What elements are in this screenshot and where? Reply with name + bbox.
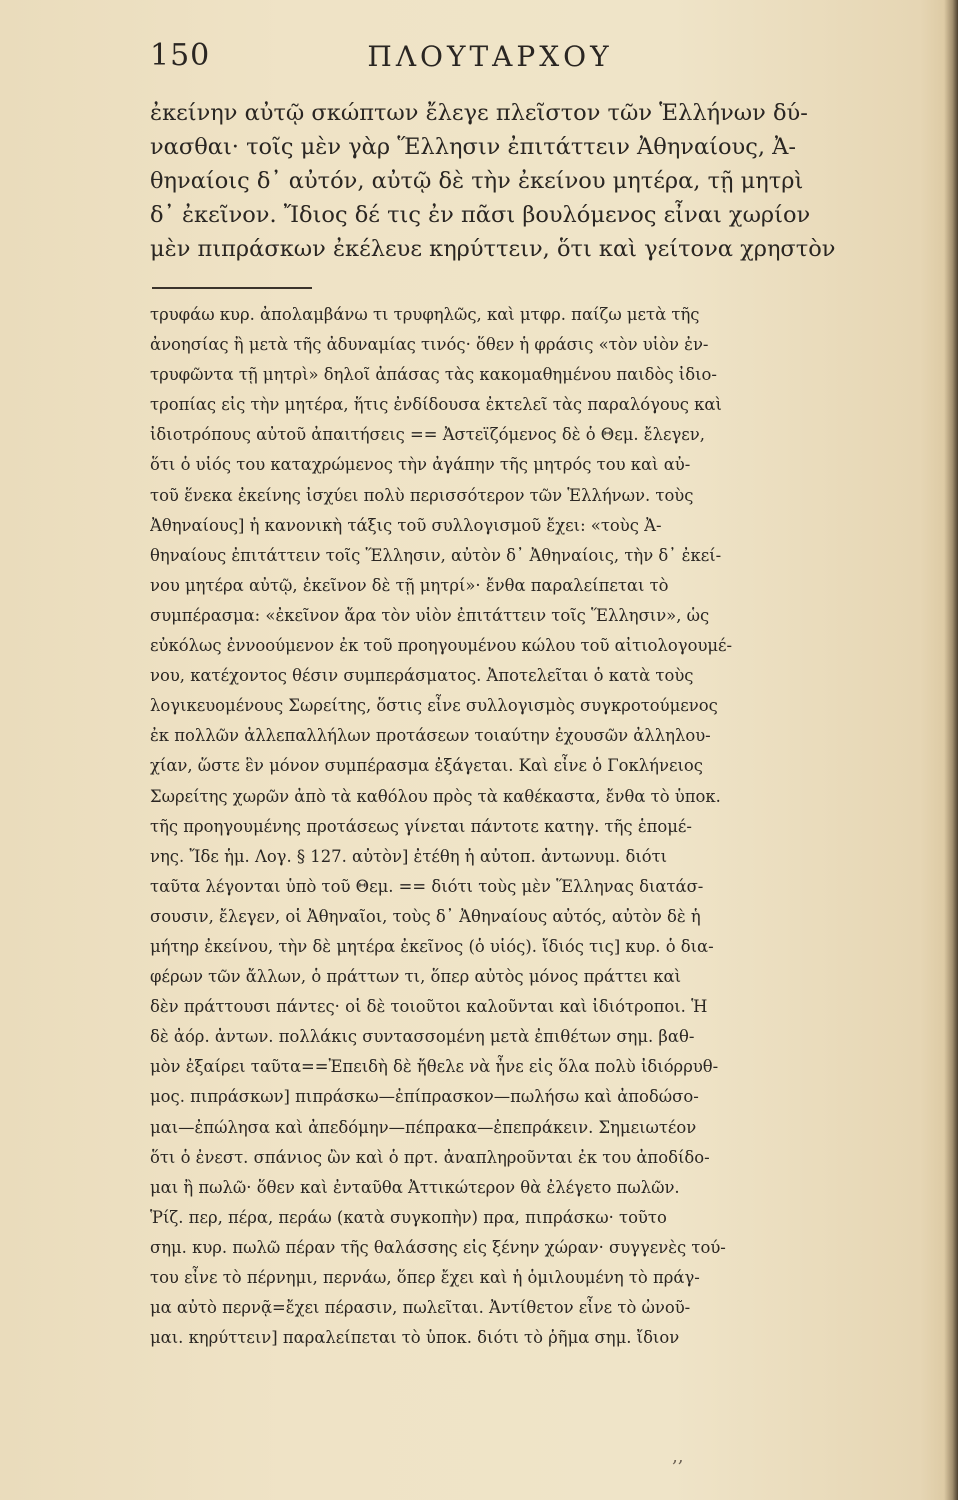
commentary-line: τρυφάω κυρ. ἀπολαμβάνω τι τρυφηλῶς, καὶ μτφρ. παίζω μετὰ τῆς [150, 305, 700, 324]
footnote-rule [152, 287, 312, 289]
commentary-line: τῆς προηγουμένης προτάσεως γίνεται πάντοτε κατηγ. τῆς ἑπομέ- [150, 816, 692, 836]
commentary [150, 300, 885, 1353]
main-text-line: ἐκείνην αὐτῷ σκώπτων ἔλεγε πλεῖστον τῶν Ἑλλήνων δύ- [150, 100, 808, 126]
commentary-line: ταῦτα λέγονται ὑπὸ τοῦ Θεμ. == διότι τοὺς μὲν Ἕλληνας διατάσ- [150, 876, 704, 896]
commentary-line: μαι ἢ πωλῶ· ὅθεν καὶ ἐνταῦθα Ἀττικώτερον θὰ ἐλέγετο πωλῶν. [150, 1177, 680, 1197]
commentary-line: λογικευομένους Σωρείτης, ὅστις εἶνε συλλογισμὸς συγκροτούμενος [150, 696, 718, 716]
running-head: ΠΛΟΥΤΑΡΧΟΥ [367, 40, 613, 73]
commentary-line: σημ. κυρ. πωλῶ πέραν τῆς θαλάσσης εἰς ξένην χώραν· συγγενὲς τού- [150, 1237, 726, 1257]
commentary-line: δὲ ἀόρ. ἀντων. πολλάκις συντασσομένη μετὰ ἐπιθέτων σημ. βαθ- [150, 1027, 695, 1047]
commentary-line: νου μητέρα αὐτῷ, ἐκεῖνον δὲ τῇ μητρί»· ἔνθα παραλείπεται τὸ [150, 575, 669, 595]
spine-shadow [944, 0, 958, 1500]
commentary-line: νης. Ἴδε ἡμ. Λογ. § 127. αὐτὸν] ἐτέθη ἡ αὐτοπ. ἀντωνυμ. διότι [150, 846, 668, 866]
commentary-line: ἀνοησίας ἢ μετὰ τῆς ἀδυναμίας τινός· ὅθεν ἡ φράσις «τὸν υἱὸν ἐν- [150, 335, 709, 355]
stray-mark: ‚‚ [672, 1446, 684, 1467]
commentary-line: εὐκόλως ἐννοούμενον ἐκ τοῦ προηγουμένου κώλου τοῦ αἰτιολογουμέ- [150, 636, 733, 656]
page-header [150, 38, 910, 86]
commentary-line: τροπίας εἰς τὴν μητέρα, ἥτις ἐνδίδουσα ἐκτελεῖ τὰς παραλόγους καὶ [150, 395, 722, 415]
main-text-line: δ᾽ ἐκεῖνον. Ἴδιος δέ τις ἐν πᾶσι βουλόμενος εἶναι χωρίον [150, 202, 811, 228]
commentary-line: ἐκ πολλῶν ἀλλεπαλλήλων προτάσεων τοιαύτην ἐχουσῶν ἀλληλου- [150, 726, 711, 746]
main-text [150, 96, 880, 266]
commentary-line: ἰδιοτρόπους αὐτοῦ ἀπαιτήσεις == Ἀστεϊζόμενος δὲ ὁ Θεμ. ἔλεγεν, [150, 425, 705, 445]
commentary-line: Ἀθηναίους] ἡ κανονικὴ τάξις τοῦ συλλογισμοῦ ἔχει: «τοὺς Ἀ- [150, 515, 662, 535]
commentary-line: χίαν, ὥστε ἓν μόνον συμπέρασμα ἐξάγεται. Καὶ εἶνε ὁ Γοκλήνειος [150, 756, 703, 776]
main-text-line: νασθαι· τοῖς μὲν γὰρ Ἕλλησιν ἐπιτάττειν Ἀθηναίους, Ἀ- [150, 134, 796, 160]
commentary-line: Ῥίζ. περ, πέρα, περάω (κατὰ συγκοπὴν) πρα, πιπράσκω· τοῦτο [150, 1207, 667, 1227]
commentary-line: μαι—ἐπώλησα καὶ ἀπεδόμην—πέπρακα—ἐπεπράκειν. Σημειωτέον [150, 1117, 697, 1137]
commentary-line: θηναίους ἐπιτάττειν τοῖς Ἕλλησιν, αὐτὸν δ᾽ Ἀθηναίοις, τὴν δ᾽ ἐκεί- [150, 545, 722, 565]
commentary-line: συμπέρασμα: «ἐκεῖνον ἄρα τὸν υἱὸν ἐπιτάττειν τοῖς Ἕλλησιν», ὡς [150, 605, 710, 625]
commentary-line: μος. πιπράσκων] πιπράσκω—ἐπίπρασκον—πωλήσω καὶ ἀποδώσο- [150, 1087, 699, 1107]
commentary-line: τρυφῶντα τῇ μητρὶ» δηλοῖ ἀπάσας τὰς κακομαθημένου παιδὸς ἰδιο- [150, 365, 717, 385]
main-text-line: μὲν πιπράσκων ἐκέλευε κηρύττειν, ὅτι καὶ γείτονα χρηστὸν [150, 236, 836, 262]
commentary-line: ὅτι ὁ ἐνεστ. σπάνιος ὢν καὶ ὁ πρτ. ἀναπληροῦνται ἐκ του ἀποδίδο- [150, 1147, 710, 1167]
commentary-line: μὸν ἐξαίρει ταῦτα==Ἐπειδὴ δὲ ἤθελε νὰ ἦνε εἰς ὅλα πολὺ ἰδιόρρυθ- [150, 1057, 719, 1077]
commentary-line: του εἶνε τὸ πέρνημι, περνάω, ὅπερ ἔχει καὶ ἡ ὁμιλουμένη τὸ πράγ- [150, 1268, 700, 1287]
commentary-line: μαι. κηρύττειν] παραλείπεται τὸ ὑποκ. διότι τὸ ῥῆμα σημ. ἴδιον [150, 1328, 680, 1348]
commentary-line: μήτηρ ἐκείνου, τὴν δὲ μητέρα ἐκεῖνος (ὁ υἱός). ἴδιός τις] κυρ. ὁ δια- [150, 936, 714, 956]
commentary-line: νου, κατέχοντος θέσιν συμπεράσματος. Ἀποτελεῖται ὁ κατὰ τοὺς [150, 666, 694, 686]
commentary-line: ὅτι ὁ υἱός του καταχρώμενος τὴν ἀγάπην τῆς μητρός του καὶ αὐ- [150, 455, 691, 475]
page-number: 150 [150, 38, 211, 73]
commentary-line: μα αὐτὸ περνᾷ=ἔχει πέρασιν, πωλεῖται. Ἀντίθετον εἶνε τὸ ὠνοῦ- [150, 1298, 691, 1318]
main-text-line: θηναίοις δ᾽ αὐτόν, αὐτῷ δὲ τὴν ἐκείνου μητέρα, τῇ μητρὶ [150, 168, 804, 194]
commentary-line: Σωρείτης χωρῶν ἀπὸ τὰ καθόλου πρὸς τὰ καθέκαστα, ἔνθα τὸ ὑποκ. [150, 786, 721, 806]
commentary-line: σουσιν, ἔλεγεν, οἱ Ἀθηναῖοι, τοὺς δ᾽ Ἀθηναίους αὐτός, αὐτὸν δὲ ἡ [150, 906, 701, 926]
commentary-line: φέρων τῶν ἄλλων, ὁ πράττων τι, ὅπερ αὐτὸς μόνος πράττει καὶ [150, 967, 682, 987]
commentary-line: δὲν πράττουσι πάντες· οἱ δὲ τοιοῦτοι καλοῦνται καὶ ἰδιότροποι. Ἡ [150, 997, 708, 1017]
commentary-line: τοῦ ἕνεκα ἐκείνης ἰσχύει πολὺ περισσότερον τῶν Ἑλλήνων. τοὺς [150, 485, 694, 505]
